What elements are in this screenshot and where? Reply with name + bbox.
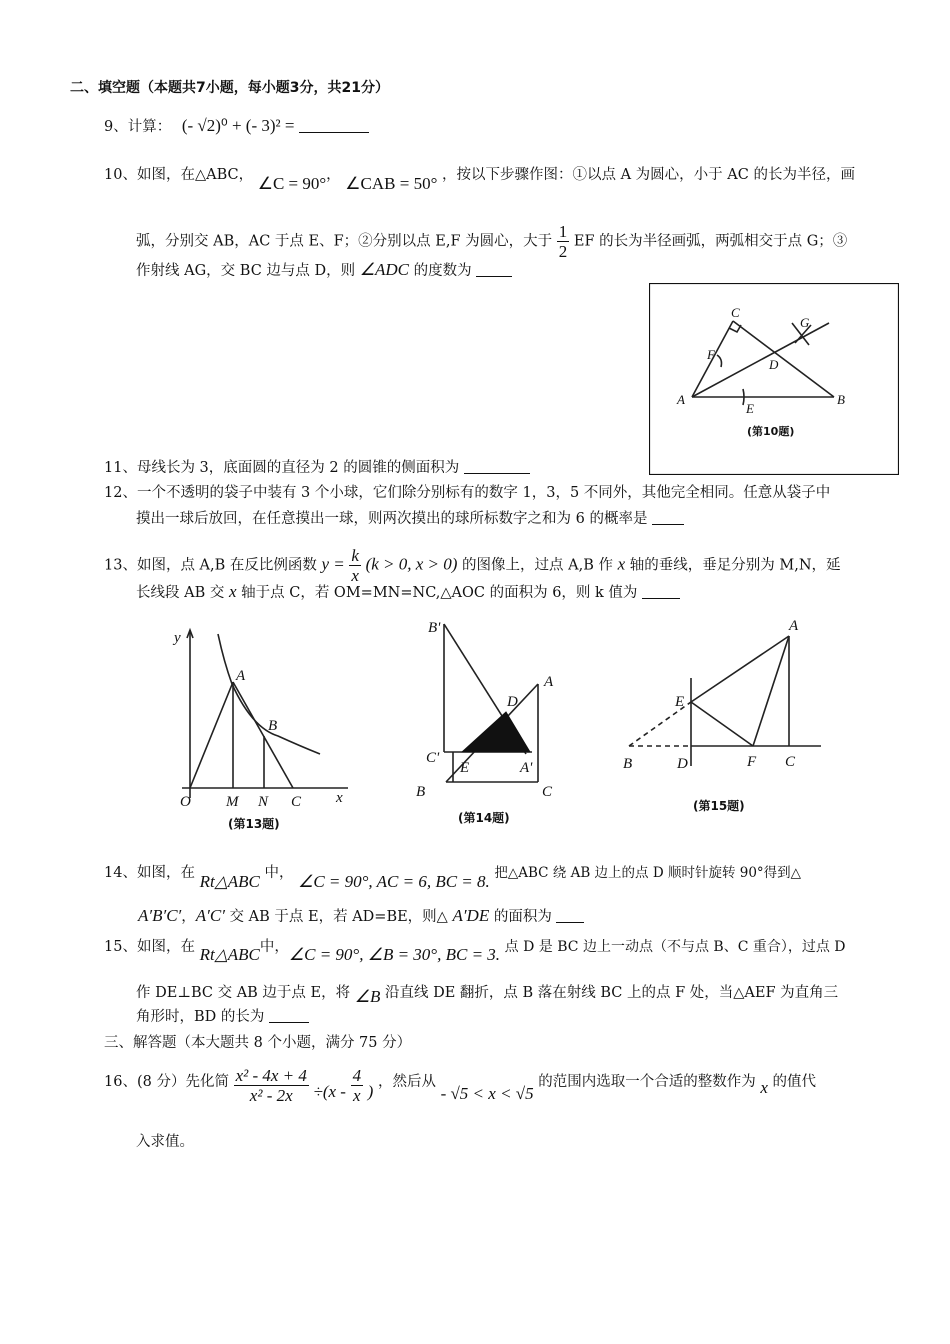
- q14-text-2: 交 AB 于点 E，若 AD=BE，则△: [229, 909, 448, 925]
- fig10-label-a: A: [677, 392, 685, 407]
- q13-text-1b: 轴的垂线，垂足分别为 M,N，延: [629, 557, 841, 574]
- q13-answer-blank: [642, 584, 680, 599]
- question-16-line-2: 入求值。: [136, 1134, 194, 1150]
- q15-angle-b: ∠B: [354, 987, 381, 1006]
- q14-condition: ∠C = 90°, AC = 6, BC = 8.: [298, 872, 490, 891]
- q15-line-2b: 沿直线 DE 翻折，点 B 落在射线 BC 上的点 F 处，当△AEF 为直角三: [384, 985, 839, 1001]
- question-9: [104, 116, 369, 137]
- question-14-line-2: [138, 906, 584, 927]
- q14-prefix: 14、如图，在: [104, 865, 195, 881]
- fig14-label-a: A: [544, 674, 554, 690]
- q15-line-2a: 作 DE⊥BC 交 AB 边于点 E，将: [136, 985, 351, 1001]
- q15-text-1: 点 D 是 BC 边上一动点（不与点 B、C 重合），过点 D: [504, 939, 846, 955]
- fig13-label-m: M: [226, 794, 239, 810]
- fig14-label-a-prime: A': [520, 760, 533, 776]
- q10-text-2b: EF 的长为半径画弧，两弧相交于点 G；③: [573, 233, 848, 250]
- fig15-label-e: E: [675, 694, 685, 710]
- fig14-label-c-prime: C': [426, 750, 440, 766]
- question-15-line-1: [104, 936, 846, 964]
- fig13-caption: (第13题): [228, 817, 280, 831]
- fig10-label-f: F: [707, 347, 715, 362]
- fig15-label-c: C: [785, 754, 796, 770]
- q14-answer-blank: [556, 908, 584, 923]
- q16-range: - √5 < x < √5: [440, 1084, 534, 1103]
- q16-divide: ÷(x -: [313, 1082, 346, 1101]
- q12-text: 摸出一球后放回，在任意摸出一球，则两次摸出的球所标数字之和为 6 的概率是: [136, 511, 648, 527]
- q14-text-1: 把△ABC 绕 AB 边上的点 D 顺时针旋转 90°得到△: [494, 865, 802, 881]
- question-14-line-1: [104, 862, 802, 891]
- fig14-label-b: B: [416, 784, 426, 800]
- q13-func-fraction: $\frac{k}{x}$: [351, 546, 359, 585]
- question-13-line-2: [136, 582, 680, 603]
- q16-x-var: x: [760, 1078, 768, 1097]
- figure-14: [408, 612, 578, 837]
- q14-triangle-prime: A′B′C′: [138, 906, 182, 925]
- q10-angle-cab: ∠CAB = 50°: [345, 174, 438, 193]
- q13-func-lhs: y =: [321, 554, 345, 574]
- q15-prefix: 15、如图，在: [104, 939, 195, 955]
- q16-text-1: ，然后从: [377, 1074, 436, 1090]
- q13-func-condition: (k > 0, x > 0): [365, 554, 458, 574]
- question-16-line-1: [104, 1066, 816, 1120]
- fig13-label-y: y: [174, 630, 181, 646]
- figure-15: [615, 608, 835, 823]
- q9-expression: (- √2)⁰ + (- 3)² =: [181, 116, 295, 135]
- q15-condition: ∠C = 90°, ∠B = 30°, BC = 3.: [288, 945, 501, 964]
- fig13-label-c: C: [291, 794, 302, 810]
- fig14-label-e: E: [460, 760, 470, 776]
- fig13-label-a: A: [236, 668, 246, 684]
- fig15-label-f: F: [747, 754, 757, 770]
- q11-answer-blank: [464, 459, 530, 474]
- q9-answer-blank: [299, 118, 369, 133]
- question-10-line-3: [136, 260, 512, 281]
- question-10-line-1: 10、如图，在△ABC， ∠C = 90°， ∠CAB = 50° ，按以下步骤作图：①以点 A 为圆心，小于 AC 的长为半径，画: [104, 167, 855, 193]
- question-11: [104, 458, 530, 478]
- q13-text-1: 的图像上，过点 A,B 作: [462, 557, 613, 574]
- figure-10: [649, 283, 899, 475]
- q14-triangle: Rt△ABC: [199, 872, 260, 891]
- fig13-label-x: x: [336, 790, 343, 806]
- q16-text-2: 的范围内选取一个合适的整数作为: [538, 1074, 756, 1090]
- section-title-answer: 三、解答题（本大题共 8 个小题，满分 75 分）: [104, 1035, 412, 1051]
- fig14-label-d: D: [507, 694, 518, 710]
- q10-text-1: ，按以下步骤作图：①以点 A 为圆心，小于 AC 的长为半径，画: [441, 167, 855, 183]
- q13-line-2a: 长线段 AB 交: [136, 585, 225, 601]
- fig13-label-b: B: [268, 718, 278, 734]
- q9-prefix: 9、计算：: [104, 119, 172, 135]
- fig15-label-a: A: [789, 618, 799, 634]
- q10-angle-c: ∠C = 90°: [257, 174, 327, 193]
- fig15-label-b: B: [623, 756, 633, 772]
- fig10-label-d: D: [769, 357, 779, 372]
- q10-text-3b: 的度数为: [413, 263, 472, 279]
- q14-mid: 中，: [264, 865, 294, 881]
- q16-text-3: 的值代: [772, 1074, 816, 1090]
- q12-answer-blank: [652, 510, 684, 525]
- q16-prefix: 16、(8 分）先化简: [104, 1074, 229, 1090]
- q16-inner-fraction: $\frac{4}{x}$: [352, 1066, 362, 1105]
- q13-x-var: x: [617, 554, 626, 574]
- fig14-caption: (第14题): [458, 811, 510, 825]
- q15-triangle: Rt△ABC: [199, 945, 260, 964]
- fig13-label-o: O: [180, 794, 191, 810]
- question-15-line-3: [136, 1007, 309, 1027]
- q14-triangle-ade: A′DE: [452, 906, 490, 925]
- figure-13: [160, 620, 360, 840]
- q14-segment: A′C′: [195, 906, 225, 925]
- fig14-label-c: C: [542, 784, 553, 800]
- question-12-line-1: 12、一个不透明的袋子中装有 3 个小球，它们除分别标有的数字 1，3，5 不同外，其他完全相同。任意从袋子中: [104, 485, 831, 501]
- fig10-caption: (第10题): [747, 425, 795, 438]
- q13-x-var-2: x: [228, 582, 237, 601]
- q10-angle-adc: ∠ADC: [359, 260, 409, 279]
- fig13-label-n: N: [258, 794, 269, 810]
- q10-answer-blank: [476, 262, 512, 277]
- q10-prefix: 10、如图，在△ABC，: [104, 167, 254, 183]
- fig10-label-b: B: [837, 392, 845, 407]
- question-15-line-2: [136, 982, 839, 1006]
- q16-close-paren: ): [367, 1082, 374, 1101]
- fig10-label-e: E: [746, 401, 754, 416]
- section-title-fill-in: 二、填空题（本题共7小题，每小题3分，共21分）: [70, 80, 389, 96]
- q10-text-2a: 弧，分别交 AB，AC 于点 E、F；②分别以点 E,F 为圆心，大于: [136, 233, 553, 250]
- fig15-label-d: D: [677, 756, 688, 772]
- q16-main-fraction: $\frac{\text{x² - 4x + 4}}{\text{x² - 2x}}$: [235, 1066, 307, 1105]
- q15-line-3: 角形时，BD 的长为: [136, 1009, 265, 1025]
- q14-comma: ，: [181, 909, 196, 925]
- question-13-line-1: [104, 546, 841, 585]
- q15-mid: 中，: [259, 939, 289, 955]
- q13-prefix: 13、如图，点 A,B 在反比例函数: [104, 557, 317, 574]
- q11-text: 11、母线长为 3，底面圆的直径为 2 的圆锥的侧面积为: [104, 460, 460, 476]
- q15-answer-blank: [269, 1008, 309, 1023]
- question-12-line-2: [136, 509, 684, 529]
- fig15-caption: (第15题): [693, 799, 745, 813]
- fig10-label-c: C: [731, 305, 740, 320]
- q10-half-fraction: $\frac{1}{2}$: [558, 222, 568, 261]
- q14-text-2b: 的面积为: [493, 909, 552, 925]
- fig14-label-b-prime: B': [428, 620, 441, 636]
- fig10-label-g: G: [800, 315, 810, 330]
- question-10-line-2: [136, 222, 847, 261]
- q13-line-2b: 轴于点 C，若 OM=MN=NC,△AOC 的面积为 6，则 k 值为: [241, 585, 638, 601]
- q10-text-3: 作射线 AG，交 BC 边与点 D，则: [136, 263, 356, 279]
